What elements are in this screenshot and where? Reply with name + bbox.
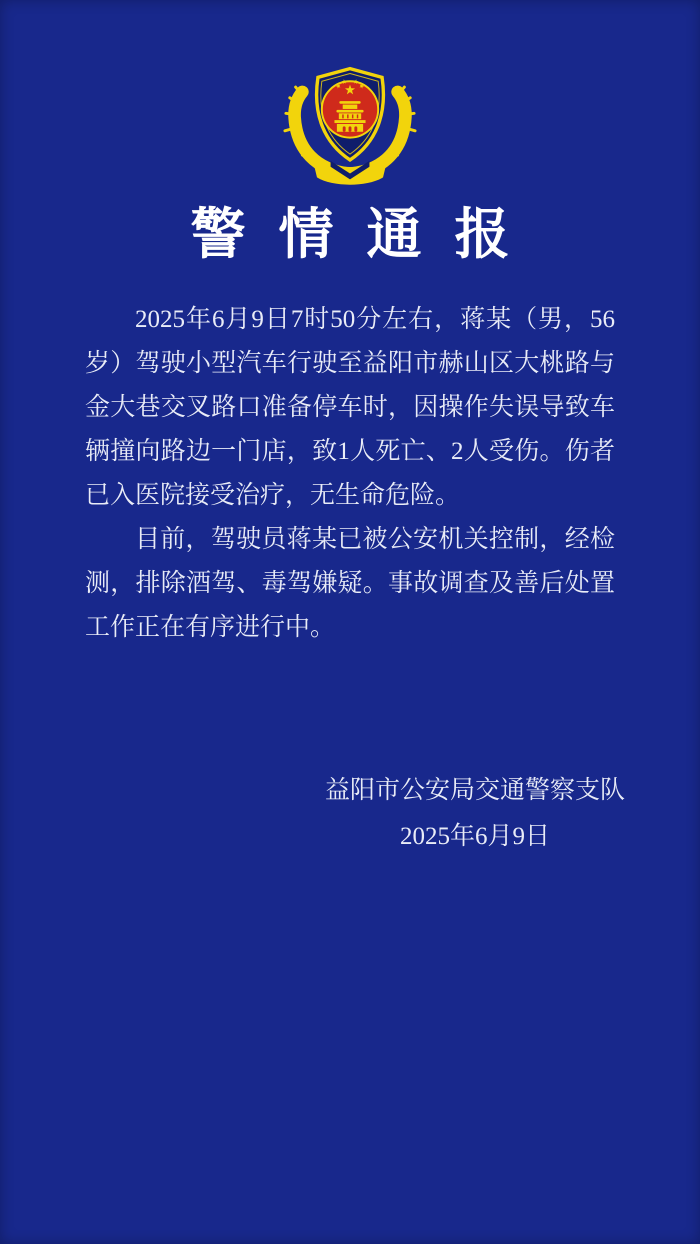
body-line: 岁）驾驶小型汽车行驶至益阳市赫山区大桃路与 [85,350,615,377]
signature-block [325,768,625,860]
signature-agency: 益阳市公安局交通警察支队 [324,777,625,804]
signature-date: 2025年6月9日 [399,823,550,850]
body-line: 2025年6月9日7时50分左右，蒋某（男，56 [135,306,615,333]
notice-body [85,298,615,650]
body-line: 已入医院接受治疗，无生命危险。 [85,482,461,509]
body-line: 金大巷交叉路口准备停车时，因操作失误导致车 [85,394,615,421]
body-line: 工作正在有序进行中。 [85,614,336,641]
body-line: 辆撞向路边一门店，致1人死亡、2人受伤。伤者 [85,438,615,465]
body-line: 测，排除酒驾、毒驾嫌疑。事故调查及善后处置 [85,570,615,597]
body-line: 目前，驾驶员蒋某已被公安机关控制，经检 [135,526,615,553]
notice-title: 警情通报 [190,204,543,265]
police-badge-icon [282,60,418,188]
